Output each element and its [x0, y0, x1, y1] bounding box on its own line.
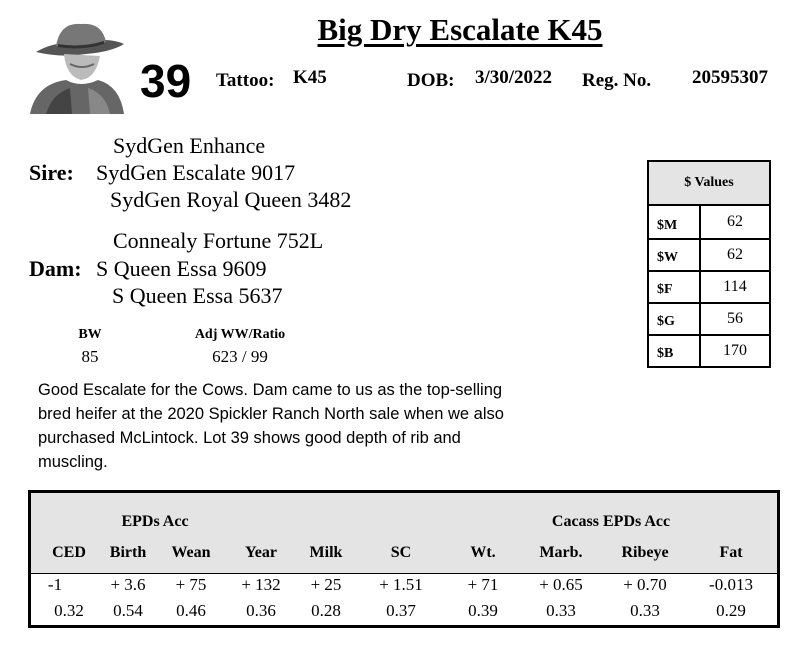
epd-value: + 1.51	[379, 575, 423, 594]
sire-name: SydGen Escalate 9017	[96, 160, 296, 185]
epd-column-header: Marb.	[539, 544, 583, 561]
dollar-value-number: 114	[723, 278, 747, 295]
epd-column-header: CED	[52, 544, 86, 561]
dollar-value-number: 170	[723, 342, 747, 359]
dollar-value-row	[649, 270, 769, 302]
epd-accuracy: 0.29	[716, 601, 746, 620]
epd-value: + 25	[310, 575, 342, 594]
epd-column-header: Wean	[171, 544, 211, 561]
bw-label: BW	[78, 327, 102, 342]
epd-value: + 71	[467, 575, 499, 594]
adj-ww-label: Adj WW/Ratio	[194, 327, 286, 342]
epd-column-header: Wt.	[470, 544, 496, 561]
epd-accuracy: 0.32	[54, 601, 84, 620]
epd-value: + 3.6	[110, 575, 146, 594]
dam-dam: S Queen Essa 5637	[112, 283, 283, 308]
epd-accuracy: 0.46	[176, 601, 206, 620]
reg-no-value: 20595307	[692, 67, 768, 88]
epd-value: + 0.65	[539, 575, 583, 594]
dollar-value-number: 62	[727, 213, 743, 230]
dam-label: Dam:	[29, 256, 82, 281]
dollar-value-row	[649, 238, 769, 270]
dollar-value-label: $G	[649, 304, 701, 334]
epd-table	[28, 490, 780, 628]
dollar-value-label: $W	[649, 240, 701, 270]
reg-no-label: Reg. No.	[582, 70, 652, 91]
dob-value: 3/30/2022	[475, 67, 553, 88]
tattoo-label: Tattoo:	[216, 70, 275, 91]
epd-value: + 75	[175, 575, 207, 594]
epd-value: -0.013	[709, 575, 753, 594]
dollar-value-number: 62	[727, 246, 743, 263]
adj-ww-value: 623 / 99	[212, 347, 268, 366]
epd-column-header: Fat	[719, 544, 743, 561]
epd-value: + 132	[241, 575, 281, 594]
dob-label: DOB:	[407, 70, 455, 91]
carcass-epd-group-heading: Cacass EPDs Acc	[551, 513, 671, 530]
dollar-value-row	[649, 334, 769, 366]
dam-name: S Queen Essa 9609	[96, 256, 267, 281]
dollar-value-label: $M	[649, 206, 701, 238]
epd-accuracy: 0.39	[468, 601, 498, 620]
epd-value: + 0.70	[623, 575, 667, 594]
cowboy-logo-image	[26, 14, 126, 114]
epd-accuracy: 0.28	[311, 601, 341, 620]
epd-group-heading: EPDs Acc	[121, 513, 189, 530]
epd-column-header: Ribeye	[621, 544, 669, 561]
bw-value: 85	[81, 347, 99, 366]
sire-label: Sire:	[29, 160, 74, 185]
epd-value: -1	[47, 575, 63, 594]
dollar-values-heading: $ Values	[649, 162, 769, 206]
epd-accuracy: 0.33	[546, 601, 576, 620]
epd-accuracy: 0.33	[630, 601, 660, 620]
epd-accuracy: 0.37	[386, 601, 416, 620]
sire-dam: SydGen Royal Queen 3482	[110, 187, 352, 212]
epd-accuracy: 0.54	[113, 601, 143, 620]
epd-column-header: Birth	[109, 544, 147, 561]
dollar-value-row	[649, 302, 769, 334]
animal-name-title: Big Dry Escalate K45	[317, 12, 603, 47]
epd-column-header: SC	[390, 544, 412, 561]
sire-sire: SydGen Enhance	[113, 133, 266, 158]
lot-description: Good Escalate for the Cows. Dam came to us as the top-selling bred heifer at the 2020 Spickler Ranch North sale when we also purchased McLintock. Lot 39 shows good depth of rib and muscling.	[38, 381, 504, 471]
epd-accuracy: 0.36	[246, 601, 276, 620]
dollar-value-label: $B	[649, 336, 701, 366]
tattoo-value: K45	[293, 67, 327, 88]
dollar-value-number: 56	[727, 310, 743, 327]
dollar-value-row	[649, 206, 769, 238]
dollar-value-label: $F	[649, 272, 701, 302]
lot-number: 39	[140, 55, 192, 107]
dollar-values-box	[647, 160, 771, 368]
epd-column-header: Year	[245, 544, 277, 561]
dam-sire: Connealy Fortune 752L	[113, 228, 324, 253]
epd-column-header: Milk	[309, 544, 343, 561]
